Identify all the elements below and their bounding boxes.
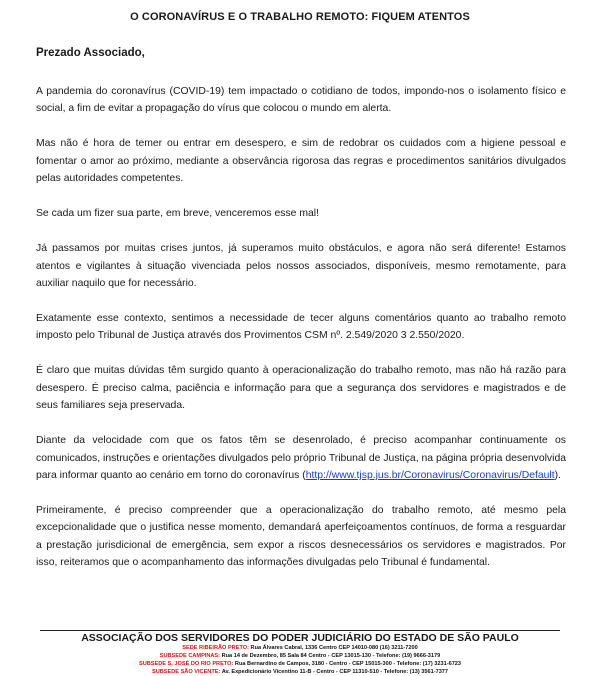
- paragraph: Mas não é hora de temer ou entrar em desespero, e sim de redobrar os cuidados com a higiene pessoal e fomentar o amor ao próximo, mediante a observância rigorosa das regras e procedimentos sanitários divulgados pelas autoridades competentes.: [36, 138, 566, 185]
- footer-place: SUBSEDE CAMPINAS:: [159, 653, 221, 659]
- paragraph: Já passamos por muitas crises juntos, já superamos muito obstáculos, e agora não será diferente! Estamos atentos e vigilantes à situação vivenciada pelos nossos associados, disponíveis, mesmo remotamente, para auxiliar naquilo que for necessário.: [36, 243, 566, 290]
- paragraph-text: ).: [554, 470, 561, 482]
- paragraph: Exatamente esse contexto, sentimos a necessidade de tecer alguns comentários quanto ao trabalho remoto imposto pelo Tribunal de Justiça através dos Provimentos CSM nº. 2.549/2020 3 2.550/2020.: [36, 313, 566, 342]
- footer-organization: ASSOCIAÇÃO DOS SERVIDORES DO PODER JUDICIÁRIO DO ESTADO DE SÃO PAULO: [81, 632, 519, 644]
- footer-address-line: [40, 644, 560, 652]
- paragraph: É claro que muitas dúvidas têm surgido quanto à operacionalização do trabalho remoto, mas não há razão para desespero. É preciso calma, paciência e informação para que a segurança dos servidores e magistrados e de seus familiares seja preservada.: [36, 365, 566, 412]
- document-title: O CORONAVÍRUS E O TRABALHO REMOTO: FIQUEM ATENTOS: [130, 11, 470, 23]
- footer-place: SEDE RIBEIRÃO PRETO:: [182, 645, 249, 651]
- paragraph: Se cada um fizer sua parte, em breve, venceremos esse mal!: [36, 208, 319, 220]
- footer-address: Rua Bernardino de Campos, 3180 - Centro - CEP 15015-300 - Telefone: (17) 3231-6723: [233, 661, 462, 667]
- paragraph-with-link: [36, 432, 566, 484]
- footer-address-line: [40, 652, 560, 660]
- paragraph-text: Diante da velocidade com que os fatos têm se desenrolado, é preciso acompanhar continuamente os comunicados, instruções e orientações divulgados pelo próprio Tribunal de Justiça, na página própria desenvolvida para informar quanto ao cenário em torno do coronavírus (: [36, 435, 566, 482]
- footer-address: Av. Expedicionário Vicentino 11-B - Centro - CEP 11310-510 - Telefone: (13) 3561-7377: [220, 669, 449, 675]
- letter-body: [36, 83, 566, 589]
- paragraph: A pandemia do coronavírus (COVID-19) tem impactado o cotidiano de todos, impondo-nos o isolamento físico e social, a fim de evitar a propagação do vírus que colocou o mundo em alerta.: [36, 86, 566, 115]
- footer-address-line: [40, 660, 560, 668]
- footer: [40, 630, 560, 676]
- footer-address: Rua 14 de Dezembro, 85 Sala 84 Centro - CEP 13015-130 - Telefone: (19) 9666-3179: [220, 653, 441, 659]
- footer-place: SUBSEDE S. JOSÉ DO RIO PRETO:: [138, 661, 234, 667]
- footer-address: Rua Álvares Cabral, 1336 Centro CEP 14010-080 (16) 3211-7200: [248, 645, 418, 651]
- paragraph: Primeiramente, é preciso compreender que a operacionalização do trabalho remoto, até mesmo pela excepcionalidade que o justifica nesse momento, demandará aperfeiçoamentos contínuos, de forma a resguardar a prestação jurisdicional de emergência, sem expor a riscos desnecessários os servidores e magistrados. Por isso, reiteramos que o acompanhamento das informações divulgadas pelo Tribunal é fundamental.: [36, 505, 566, 569]
- footer-place: SUBSEDE SÃO VICENTE:: [151, 669, 221, 675]
- tribunal-coronavirus-link[interactable]: http://www.tjsp.jus.br/Coronavirus/Coronavirus/Default: [305, 470, 555, 482]
- greeting: Prezado Associado,: [36, 47, 145, 59]
- footer-divider: [40, 630, 560, 631]
